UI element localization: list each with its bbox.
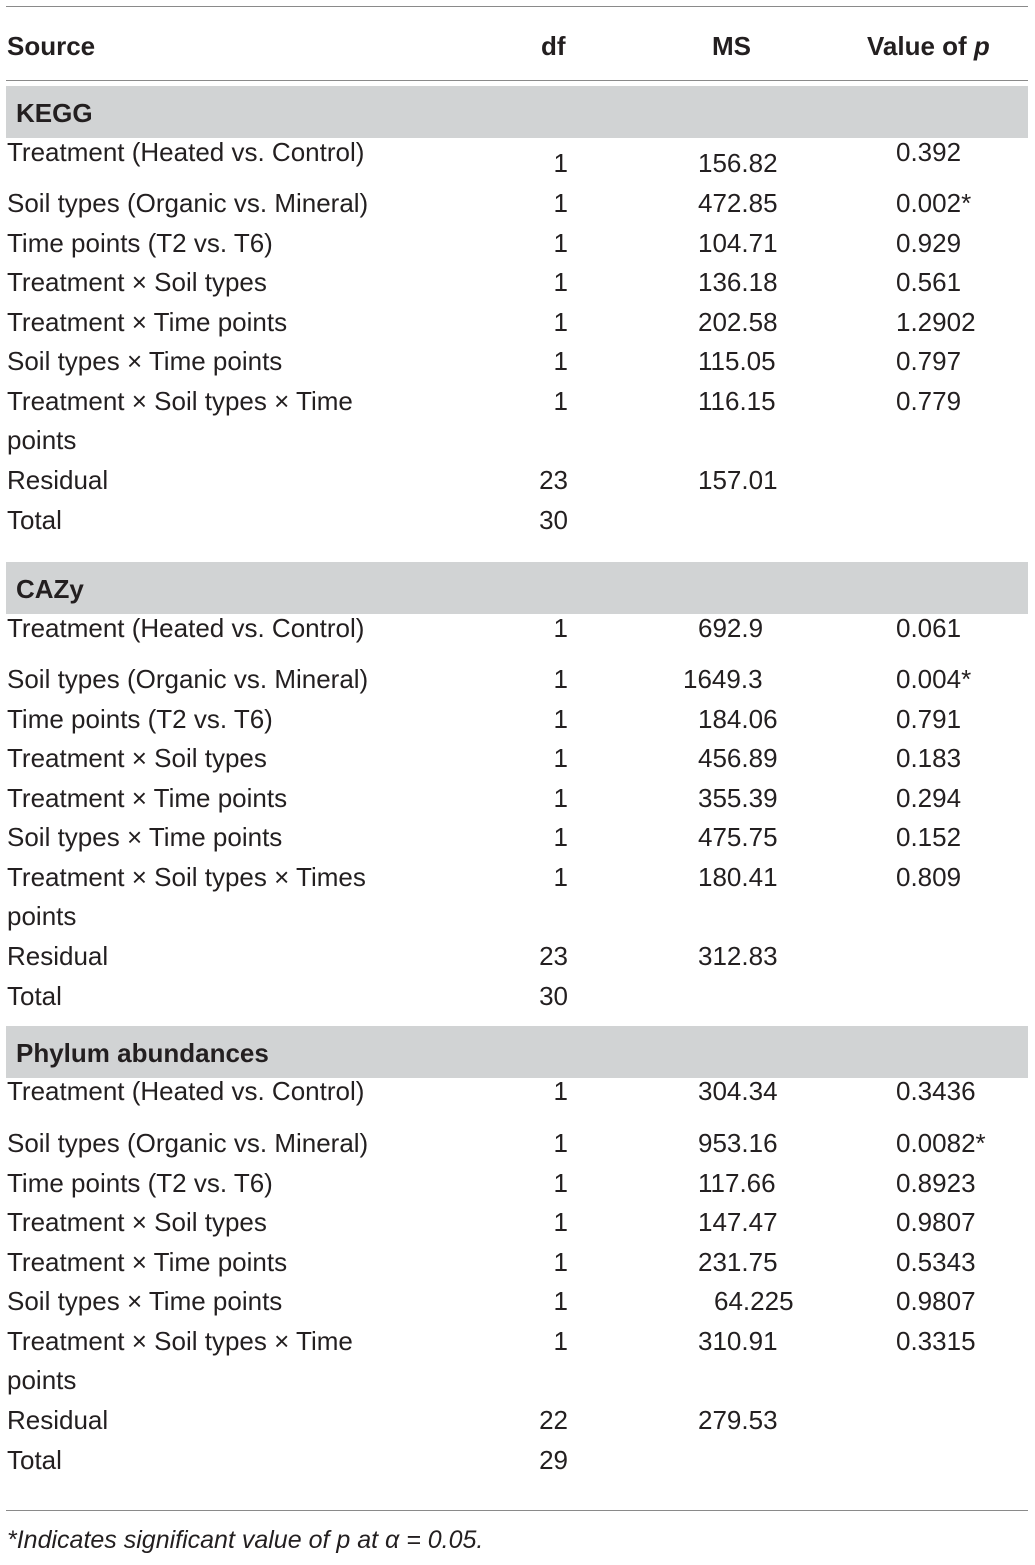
row-df: 1 [553,267,568,297]
header-source: Source [7,31,96,61]
top-rule [6,6,1028,7]
row-df: 1 [553,1168,568,1198]
row-pvalue: 0.8923 [896,1168,976,1198]
row-ms: 180.41 [698,862,778,892]
row-ms: 231.75 [698,1247,778,1277]
row-source: Time points (T2 vs. T6) [7,1168,273,1198]
row-ms: 157.01 [698,465,778,495]
row-ms: 456.89 [698,743,778,773]
row-df: 30 [539,505,568,535]
row-pvalue: 0.294 [896,783,962,813]
row-df: 1 [553,704,568,734]
row-source: Treatment × Soil types × Times [7,862,366,892]
row-df: 1 [553,1247,568,1277]
row-pvalue: 0.929 [896,228,962,258]
row-pvalue: 0.809 [896,862,962,892]
row-pvalue: 1.2902 [896,307,976,337]
row-ms: 64.225 [714,1286,794,1316]
row-source: Treatment (Heated vs. Control) [7,1076,365,1106]
row-df: 1 [553,862,568,892]
row-df: 1 [553,188,568,218]
row-source: Soil types (Organic vs. Mineral) [7,664,369,694]
row-df: 1 [553,1207,568,1237]
section-header [6,86,1028,138]
row-source: Total [7,1445,62,1475]
row-df: 1 [553,743,568,773]
row-df: 1 [553,1326,568,1356]
row-pvalue: 0.3436 [896,1076,976,1106]
header-pvalue [867,31,990,62]
row-ms: 104.71 [698,228,778,258]
row-source: Treatment × Soil types [7,743,267,773]
header-ms: MS [712,31,751,61]
row-source: Time points (T2 vs. T6) [7,704,273,734]
row-source: Total [7,505,62,535]
row-pvalue: 0.392 [896,137,962,167]
row-ms: 117.66 [698,1168,776,1198]
row-source: Residual [7,465,109,495]
section-title: Phylum abundances [16,1038,269,1068]
row-source: Residual [7,1405,109,1435]
row-ms: 475.75 [698,822,778,852]
row-ms: 147.47 [698,1207,778,1237]
row-ms: 310.91 [698,1326,778,1356]
section-title: KEGG [16,98,93,128]
row-ms: 1649.3 [683,664,763,694]
row-ms: 115.05 [698,346,776,376]
row-df: 1 [553,1128,568,1158]
row-ms: 136.18 [698,267,778,297]
section-header [6,562,1028,614]
row-pvalue: 0.183 [896,743,962,773]
table-footnote: *Indicates significant value of p at α = 0.05. [7,1526,484,1554]
row-df: 1 [553,148,568,178]
row-source-continued: points [7,901,77,931]
section-title: CAZy [16,574,84,604]
row-ms: 156.82 [698,148,778,178]
row-pvalue: 0.561 [896,267,962,297]
row-ms: 312.83 [698,941,778,971]
header-df: df [541,31,566,61]
row-source: Treatment × Time points [7,1247,288,1277]
row-df: 1 [553,386,568,416]
row-df: 1 [553,228,568,258]
row-df: 1 [553,664,568,694]
row-ms: 953.16 [698,1128,778,1158]
row-df: 1 [553,346,568,376]
row-ms: 279.53 [698,1405,778,1435]
row-pvalue: 0.0082* [896,1128,986,1158]
header-pvalue-var: p [973,31,990,61]
row-ms: 304.34 [698,1076,778,1106]
row-ms: 692.9 [698,613,764,643]
header-pvalue-prefix: Value of [867,31,974,61]
table-header [0,17,1035,77]
row-source-continued: points [7,1365,77,1395]
row-source: Total [7,981,62,1011]
row-source-continued: points [7,425,77,455]
bottom-rule [6,1510,1028,1511]
row-pvalue: 0.779 [896,386,962,416]
row-pvalue: 0.002* [896,188,972,218]
row-source: Soil types × Time points [7,346,283,376]
row-df: 1 [553,783,568,813]
row-df: 23 [539,941,568,971]
row-source: Residual [7,941,109,971]
row-ms: 184.06 [698,704,778,734]
row-df: 22 [539,1405,568,1435]
row-source: Treatment × Time points [7,307,288,337]
row-pvalue: 0.152 [896,822,962,852]
row-pvalue: 0.061 [896,613,962,643]
row-ms: 472.85 [698,188,778,218]
row-pvalue: 0.5343 [896,1247,976,1277]
row-df: 1 [553,307,568,337]
header-rule [6,80,1028,81]
row-source: Treatment × Soil types × Time [7,386,353,416]
row-source: Treatment × Soil types [7,267,267,297]
row-pvalue: 0.9807 [896,1207,976,1237]
row-pvalue: 0.3315 [896,1326,976,1356]
row-df: 29 [539,1445,568,1475]
row-source: Soil types × Time points [7,822,283,852]
row-source: Soil types × Time points [7,1286,283,1316]
row-df: 30 [539,981,568,1011]
row-source: Treatment × Soil types × Time [7,1326,353,1356]
row-source: Treatment × Soil types [7,1207,267,1237]
row-ms: 355.39 [698,783,778,813]
row-ms: 116.15 [698,386,776,416]
row-pvalue: 0.9807 [896,1286,976,1316]
row-df: 1 [553,822,568,852]
row-source: Treatment × Time points [7,783,288,813]
row-pvalue: 0.004* [896,664,972,694]
row-ms: 202.58 [698,307,778,337]
row-source: Treatment (Heated vs. Control) [7,137,365,167]
row-df: 1 [553,1076,568,1106]
row-df: 1 [553,1286,568,1316]
row-df: 1 [553,613,568,643]
row-pvalue: 0.797 [896,346,962,376]
row-source: Treatment (Heated vs. Control) [7,613,365,643]
row-source: Soil types (Organic vs. Mineral) [7,1128,369,1158]
row-df: 23 [539,465,568,495]
row-source: Soil types (Organic vs. Mineral) [7,188,369,218]
row-pvalue: 0.791 [896,704,962,734]
row-source: Time points (T2 vs. T6) [7,228,273,258]
